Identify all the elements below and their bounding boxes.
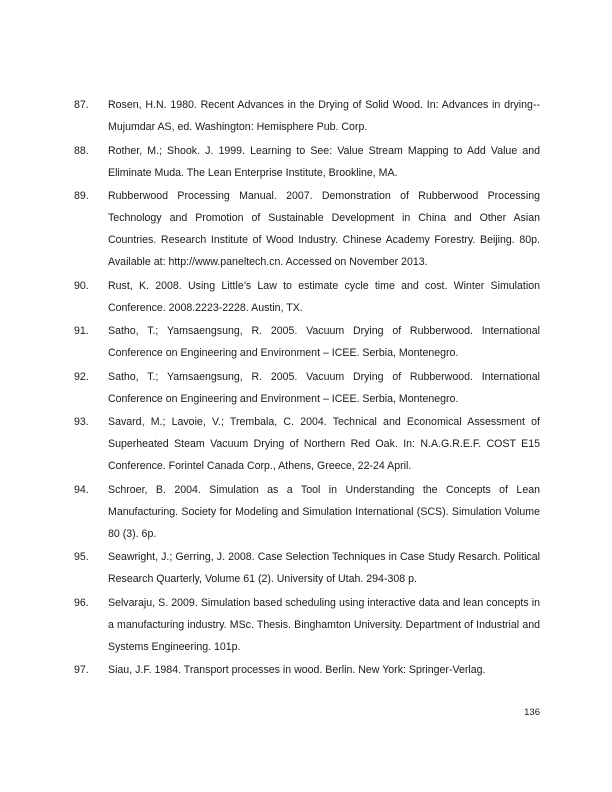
reference-text: Rust, K. 2008. Using Little’s Law to estimate cycle time and cost. Winter Simulation Conference. 2008.2223-2228. Austin, TX. xyxy=(108,279,540,314)
reference-text: Rother, M.; Shook. J. 1999. Learning to See: Value Stream Mapping to Add Value and Eliminate Muda. The Lean Enterprise Institute, Brookline, MA. xyxy=(108,144,540,179)
reference-number: 93. xyxy=(74,416,89,428)
reference-item xyxy=(0,659,612,681)
reference-list xyxy=(0,94,612,683)
reference-text: Rosen, H.N. 1980. Recent Advances in the Drying of Solid Wood. In: Advances in drying--Mujumdar AS, ed. Washington: Hemisphere Pub. Corp. xyxy=(108,99,540,133)
reference-item xyxy=(0,140,612,184)
reference-item xyxy=(0,592,612,658)
reference-item xyxy=(0,275,612,319)
reference-number: 90. xyxy=(74,279,89,292)
reference-number: 96. xyxy=(74,596,89,609)
reference-number: 94. xyxy=(74,483,89,496)
reference-item xyxy=(0,320,612,364)
reference-item xyxy=(0,546,612,590)
reference-number: 88. xyxy=(74,144,89,157)
reference-item xyxy=(0,411,612,477)
reference-number: 91. xyxy=(74,325,89,337)
reference-number: 89. xyxy=(74,190,89,202)
reference-text: Savard, M.; Lavoie, V.; Trembala, C. 2004. Technical and Economical Assessment of Superheated Steam Vacuum Drying of Northern Red Oak. In: N.A.G.R.E.F. COST E15 Conference. Forintel Canada Corp., Athens, Greece, 22-24 April. xyxy=(108,416,540,472)
reference-text: Seawright, J.; Gerring, J. 2008. Case Selection Techniques in Case Study Resarch. Political Research Quarterly, Volume 61 (2). University of Utah. 294-308 p. xyxy=(108,551,540,585)
reference-text: Satho, T.; Yamsaengsung, R. 2005. Vacuum Drying of Rubberwood. International Conference on Engineering and Environment – ICEE. Serbia, Montenegro. xyxy=(108,370,540,405)
reference-text: Selvaraju, S. 2009. Simulation based scheduling using interactive data and lean concepts in a manufacturing industry. MSc. Thesis. Binghamton University. Department of Industrial and Systems Engineering. 101p. xyxy=(108,596,540,653)
reference-item xyxy=(0,479,612,545)
reference-number: 97. xyxy=(74,664,89,676)
reference-number: 87. xyxy=(74,99,89,111)
page-number: 136 xyxy=(524,707,540,718)
reference-number: 95. xyxy=(74,551,89,563)
reference-text: Schroer, B. 2004. Simulation as a Tool in Understanding the Concepts of Lean Manufacturing. Society for Modeling and Simulation International (SCS). Simulation Volume 80 (3). 6p. xyxy=(108,483,540,540)
reference-text: Siau, J.F. 1984. Transport processes in wood. Berlin. New York: Springer-Verlag. xyxy=(108,664,486,676)
reference-text: Rubberwood Processing Manual. 2007. Demonstration of Rubberwood Processing Technology and Promotion of Sustainable Development in China and Other Asian Countries. Research Institute of Wood Industry. Chinese Academy Forestry. Beijing. 80p. Available at: http://www.paneltech.cn. Accessed on November 2013. xyxy=(108,190,540,268)
reference-item xyxy=(0,366,612,410)
reference-number: 92. xyxy=(74,370,89,383)
reference-text: Satho, T.; Yamsaengsung, R. 2005. Vacuum Drying of Rubberwood. International Conference on Engineering and Environment – ICEE. Serbia, Montenegro. xyxy=(108,325,540,359)
reference-item xyxy=(0,185,612,273)
reference-item xyxy=(0,94,612,138)
